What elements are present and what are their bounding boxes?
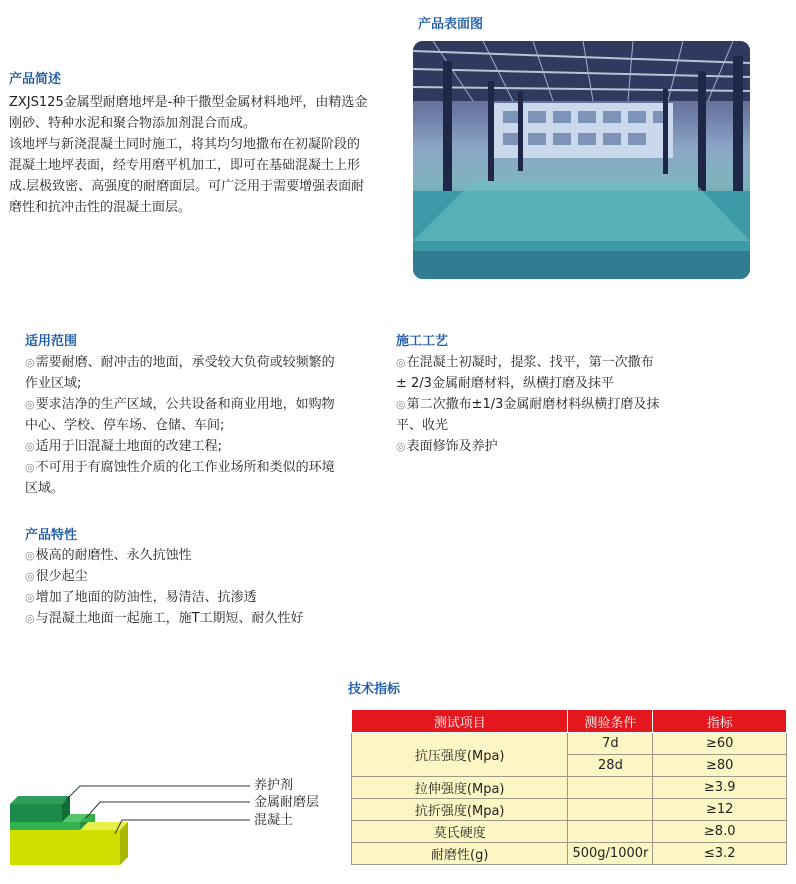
header-item: 测试项目 [352,710,568,733]
bullet-icon: ◎ [25,591,35,604]
cell-condition: 500g/1000r [568,843,653,865]
header-value: 指标 [653,710,787,733]
cell-value: ≥8.0 [653,821,787,843]
intro-paragraph: 该地坪与新浇混凝土同时施工，将其均匀地撒布在初凝阶段的混凝土地坪表面，经专用磨平机加工，即可在基础混凝土上形成.层极致密、高强度的耐磨面层。可广泛用于需要增强表面耐磨性和抗冲击性的混凝土面层。 [9,137,365,215]
list-item: ◎第二次撒布±1/3金属耐磨材料纵横打磨及抹平、收光 [396,397,660,433]
cell-condition: 7d [568,733,653,755]
cell-condition [568,777,653,799]
cell-condition [568,799,653,821]
photo-title: 产品表面图 [418,17,484,32]
list-item: ◎表面修饰及养护 [396,439,498,454]
table-row [352,799,787,821]
cell-condition [568,821,653,843]
scope-title: 适用范围 [25,334,78,349]
bullet-icon: ◎ [396,440,406,453]
label-concrete: 混凝土 [254,813,294,828]
table-row [352,733,787,755]
process-list [396,352,663,457]
bullet-icon: ◎ [396,356,406,369]
product-surface-photo [413,41,750,279]
intro-paragraph: ZXJS125金属型耐磨地坪是-种干撒型金属材料地坪，由精选金刚砂、特种水泥和聚合物添加剂混合而成。 [9,95,368,131]
leader-line [86,802,250,818]
table-row [352,843,787,865]
cell-value: ≥3.9 [653,777,787,799]
label-metal-layer: 金属耐磨层 [254,795,320,810]
cell-value: ≥80 [653,755,787,777]
list-item: ◎不可用于有腐蚀性介质的化工作业场所和类似的环境区域。 [25,460,335,496]
intro-text [9,92,371,218]
process-title: 施工工艺 [396,334,449,349]
tech-table [351,709,787,865]
table-header-row [352,710,787,733]
leader-line [115,820,250,834]
bullet-icon: ◎ [25,398,35,411]
header-condition: 测验条件 [568,710,653,733]
cell-value: ≤3.2 [653,843,787,865]
features-title: 产品特性 [25,528,78,543]
bullet-icon: ◎ [25,461,35,474]
cell-item: 耐磨性(g) [352,843,568,865]
list-item: ◎适用于旧混凝土地面的改建工程; [25,439,222,454]
features-list [25,545,365,629]
intro-title: 产品简述 [9,72,62,87]
table-row [352,777,787,799]
list-item: ◎在混凝土初凝时，提浆、找平，第一次撒布± 2/3金属耐磨材料，纵横打磨及抹平 [396,355,654,391]
list-item: ◎要求洁净的生产区域，公共设备和商业用地，如购物中心、学校、停车场、仓储、车间; [25,397,335,433]
tech-title: 技术指标 [348,682,401,697]
list-item: ◎需要耐磨、耐冲击的地面，承受较大负荷或较频繁的作业区域; [25,355,335,391]
list-item: ◎极高的耐磨性、永久抗蚀性 [25,548,192,563]
cell-item: 莫氏硬度 [352,821,568,843]
bullet-icon: ◎ [396,398,406,411]
leader-line [66,786,250,800]
bullet-icon: ◎ [25,440,35,453]
label-curing-agent: 养护剂 [254,778,294,793]
cell-value: ≥12 [653,799,787,821]
curing-layer [10,796,70,822]
table-row [352,821,787,843]
bullet-icon: ◎ [25,612,35,625]
cell-condition: 28d [568,755,653,777]
cell-item: 拉伸强度(Mpa) [352,777,568,799]
bullet-icon: ◎ [25,570,35,583]
cell-value: ≥60 [653,733,787,755]
bullet-icon: ◎ [25,356,35,369]
cell-item: 抗压强度(Mpa) [352,733,568,777]
cell-item: 抗折强度(Mpa) [352,799,568,821]
list-item: ◎很少起尘 [25,569,88,584]
scope-list [25,352,340,499]
list-item: ◎增加了地面的防油性，易清洁、抗渗透 [25,590,257,605]
list-item: ◎与混凝土地面一起施工，施T工期短、耐久性好 [25,611,304,626]
bullet-icon: ◎ [25,549,35,562]
